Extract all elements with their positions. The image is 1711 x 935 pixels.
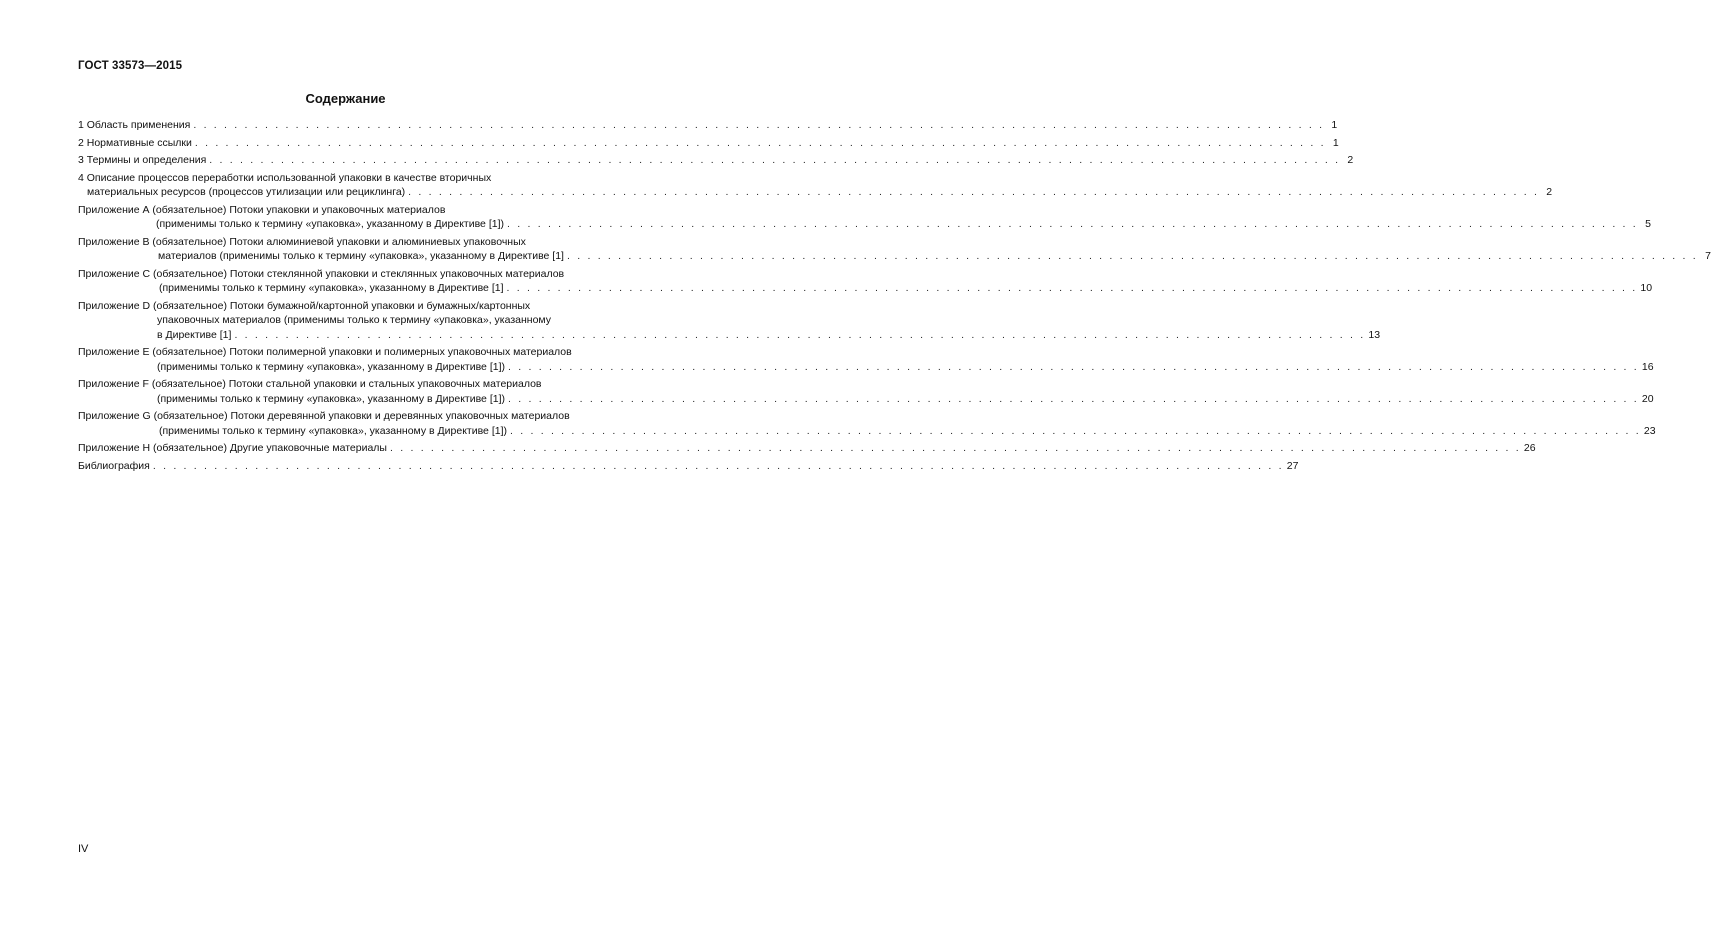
toc-page-number: 23 <box>1643 424 1656 437</box>
toc-entry[interactable] <box>78 171 1553 200</box>
toc-entry-title: 1 Область применения <box>78 119 191 131</box>
toc-entry[interactable] <box>78 153 1354 168</box>
toc-entry-title: Приложение Е (обязательное) Потоки полимерной упаковки и полимерных упаковочных материалов <box>78 346 572 358</box>
toc-entry-title: Приложение F (обязательное) Потоки стальной упаковки и стальных упаковочных материалов <box>78 378 542 390</box>
toc-entry[interactable] <box>78 377 1654 406</box>
toc-leader: . . . . . . . . . . . . . . . . . . . . . . . . . . . . . . . . . . . . . . . . . . . . . . . . . . . . . . . . . . . . . . . . . . . . . . . . . . . . . . . . . . . . . . . . . . . . . . . . . . . . . . . . . . . . . . . <box>510 424 1641 437</box>
toc-leader: . . . . . . . . . . . . . . . . . . . . . . . . . . . . . . . . . . . . . . . . . . . . . . . . . . . . . . . . . . . . . . . . . . . . . . . . . . . . . . . . . . . . . . . . . . . . . . . . . . . . . . . . . . . . . . . <box>234 328 1366 341</box>
toc-entry-title: Приложение В (обязательное) Потоки алюминиевой упаковки и алюминиевых упаковочных <box>78 235 526 248</box>
toc-entry-title: Приложение А (обязательное) Потоки упаковки и упаковочных материалов <box>78 203 446 216</box>
toc-page-number: 13 <box>1368 328 1381 341</box>
page-title: Содержание <box>305 91 386 106</box>
toc-page-number: 27 <box>1286 459 1299 472</box>
toc-entry[interactable] <box>78 345 1654 374</box>
toc-entry-title-continued: в Директиве [1] <box>157 328 232 341</box>
toc-leader: . . . . . . . . . . . . . . . . . . . . . . . . . . . . . . . . . . . . . . . . . . . . . . . . . . . . . . . . . . . . . . . . . . . . . . . . . . . . . . . . . . . . . . . . . . . . . . . . . . . . . . . . . . . . . . . <box>152 459 1284 472</box>
toc-entry-title: Приложение С (обязательное) Потоки стеклянной упаковки и стеклянных упаковочных материалов <box>78 267 565 280</box>
toc-entry-title: Библиография <box>78 459 150 472</box>
toc-entry-title: 4 Описание процессов переработки использованной упаковки в качестве вторичных <box>78 171 492 184</box>
toc-entry-title-continued: материальных ресурсов (процессов утилизации или рециклинга) <box>87 186 406 198</box>
toc-entry[interactable] <box>78 136 1339 151</box>
toc-entry-title-continued: (применимы только к термину «упаковка», указанному в Директиве [1]) <box>156 218 504 230</box>
toc-leader: . . . . . . . . . . . . . . . . . . . . . . . . . . . . . . . . . . . . . . . . . . . . . . . . . . . . . . . . . . . . . . . . . . . . . . . . . . . . . . . . . . . . . . . . . . . . . . . . . . . . . . . . . . . . . . . <box>194 136 1326 149</box>
toc-page-number: 2 <box>1347 154 1354 166</box>
toc-leader: . . . . . . . . . . . . . . . . . . . . . . . . . . . . . . . . . . . . . . . . . . . . . . . . . . . . . . . . . . . . . . . . . . . . . . . . . . . . . . . . . . . . . . . . . . . . . . . . . . . . . . . . . . . . . . . <box>508 360 1639 373</box>
toc-entry[interactable] <box>78 235 1711 264</box>
table-of-contents <box>78 118 1711 476</box>
toc-page-number: 16 <box>1641 360 1654 373</box>
toc-entry-title-continued: (применимы только к термину «упаковка», указанному в Директиве [1]) <box>157 392 505 405</box>
toc-entry[interactable] <box>78 441 1536 456</box>
toc-page-number: 10 <box>1640 282 1653 294</box>
toc-entry-title: 2 Нормативные ссылки <box>78 136 192 149</box>
toc-entry-title-continued: (применимы только к термину «упаковка», указанному в Директиве [1]) <box>157 360 505 373</box>
toc-entry-title: Приложение D (обязательное) Потоки бумажной/картонной упаковки и бумажных/картонных <box>78 299 531 312</box>
toc-page-number: 7 <box>1705 250 1711 262</box>
toc-leader: . . . . . . . . . . . . . . . . . . . . . . . . . . . . . . . . . . . . . . . . . . . . . . . . . . . . . . . . . . . . . . . . . . . . . . . . . . . . . . . . . . . . . . . . . . . . . . . . . . . . . . . . . . . . . . . <box>193 119 1325 131</box>
document-header: ГОСТ 33573—2015 <box>78 60 183 72</box>
toc-leader: . . . . . . . . . . . . . . . . . . . . . . . . . . . . . . . . . . . . . . . . . . . . . . . . . . . . . . . . . . . . . . . . . . . . . . . . . . . . . . . . . . . . . . . . . . . . . . . . . . . . . . . . . . . . . . . <box>566 250 1698 262</box>
toc-entry[interactable] <box>78 299 1381 343</box>
toc-entry-title-continued: материалов (применимы только к термину «упаковка», указанному в Директиве [1] <box>158 250 564 262</box>
toc-entry-title-continued: (применимы только к термину «упаковка», указанному в Директиве [1]) <box>159 424 507 437</box>
toc-leader: . . . . . . . . . . . . . . . . . . . . . . . . . . . . . . . . . . . . . . . . . . . . . . . . . . . . . . . . . . . . . . . . . . . . . . . . . . . . . . . . . . . . . . . . . . . . . . . . . . . . . . . . . . . . . . . <box>508 392 1639 405</box>
toc-entry-title: Приложение Н (обязательное) Другие упаковочные материалы <box>78 442 387 454</box>
toc-entry[interactable] <box>78 267 1653 296</box>
toc-entry[interactable] <box>78 409 1656 438</box>
toc-page-number: 1 <box>1332 136 1339 149</box>
toc-page-number: 2 <box>1546 186 1553 198</box>
toc-entry[interactable] <box>78 118 1338 133</box>
toc-entry-title-continued: (применимы только к термину «упаковка», указанному в Директиве [1] <box>159 282 504 294</box>
toc-entry[interactable] <box>78 203 1651 232</box>
toc-page-number: 20 <box>1641 392 1654 405</box>
page-number: IV <box>78 843 89 855</box>
toc-leader: . . . . . . . . . . . . . . . . . . . . . . . . . . . . . . . . . . . . . . . . . . . . . . . . . . . . . . . . . . . . . . . . . . . . . . . . . . . . . . . . . . . . . . . . . . . . . . . . . . . . . . . . . . . . . . . <box>209 154 1341 166</box>
toc-page-number: 5 <box>1645 218 1651 230</box>
toc-page-number: 1 <box>1331 119 1338 131</box>
toc-leader: . . . . . . . . . . . . . . . . . . . . . . . . . . . . . . . . . . . . . . . . . . . . . . . . . . . . . . . . . . . . . . . . . . . . . . . . . . . . . . . . . . . . . . . . . . . . . . . . . . . . . . . . . . . . . . . <box>506 282 1638 294</box>
toc-leader: . . . . . . . . . . . . . . . . . . . . . . . . . . . . . . . . . . . . . . . . . . . . . . . . . . . . . . . . . . . . . . . . . . . . . . . . . . . . . . . . . . . . . . . . . . . . . . . . . . . . . . . . . . . . . . . <box>389 442 1521 454</box>
toc-page-number: 26 <box>1523 442 1536 454</box>
toc-entry[interactable] <box>78 459 1299 474</box>
toc-leader: . . . . . . . . . . . . . . . . . . . . . . . . . . . . . . . . . . . . . . . . . . . . . . . . . . . . . . . . . . . . . . . . . . . . . . . . . . . . . . . . . . . . . . . . . . . . . . . . . . . . . . . . . . . . . . . <box>507 218 1638 230</box>
toc-entry-title: Приложение G (обязательное) Потоки деревянной упаковки и деревянных упаковочных материалов <box>78 410 570 422</box>
toc-entry-title: 3 Термины и определения <box>78 154 207 166</box>
toc-entry-title-continued: упаковочных материалов (применимы только к термину «упаковка», указанному <box>157 314 552 326</box>
toc-leader: . . . . . . . . . . . . . . . . . . . . . . . . . . . . . . . . . . . . . . . . . . . . . . . . . . . . . . . . . . . . . . . . . . . . . . . . . . . . . . . . . . . . . . . . . . . . . . . . . . . . . . . . . . . . . . . <box>408 186 1540 198</box>
